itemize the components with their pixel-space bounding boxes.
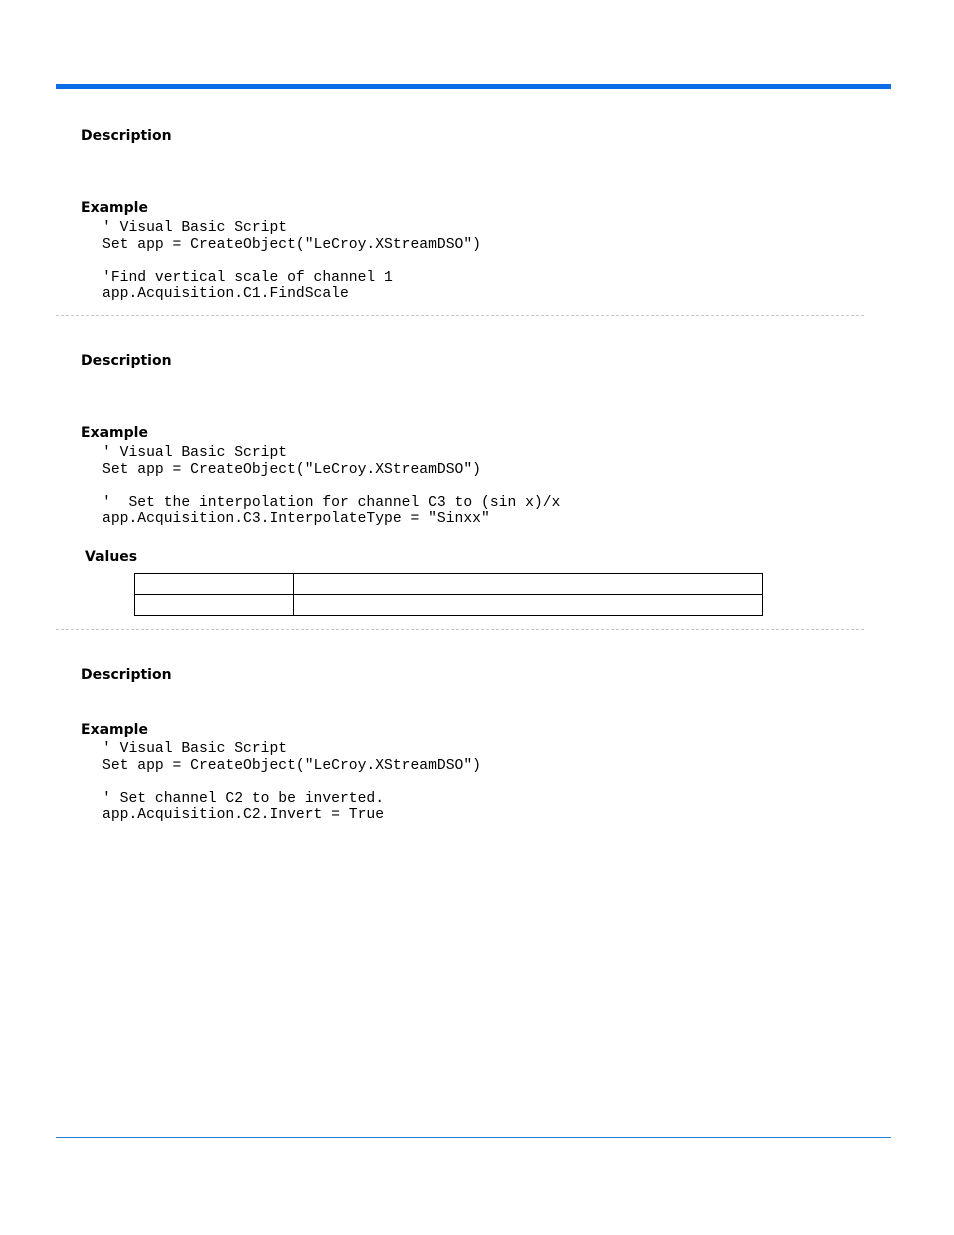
code-line: Set app = CreateObject("LeCroy.XStreamDSO") (102, 757, 481, 774)
code-line: ' Visual Basic Script (102, 445, 288, 461)
example-heading: Example (81, 200, 148, 216)
code-line: 'Find vertical scale of channel 1 (102, 269, 393, 286)
example-heading: Example (81, 722, 148, 738)
code-line: app.Acquisition.C1.FindScale (102, 286, 349, 302)
code-line: ' Set channel C2 to be inverted. (102, 790, 385, 807)
code-line (102, 478, 560, 495)
code-line: Set app = CreateObject("LeCroy.XStreamDSO") (102, 461, 481, 478)
footer-rule (56, 1137, 891, 1138)
values-heading: Values (85, 549, 138, 565)
section-divider (56, 315, 864, 316)
values-table (134, 573, 763, 616)
code-line: ' Set the interpolation for channel C3 to (sin x)/x (102, 494, 561, 511)
table-cell (294, 595, 763, 616)
code-line (102, 253, 481, 270)
description-heading: Description (81, 128, 172, 144)
code-line (102, 774, 481, 791)
code-line: app.Acquisition.C2.Invert = True (102, 807, 385, 823)
table-cell (135, 595, 294, 616)
code-line: Set app = CreateObject("LeCroy.XStreamDSO") (102, 236, 481, 253)
code-example (102, 445, 560, 528)
section-divider (56, 629, 864, 630)
description-heading: Description (81, 353, 172, 369)
description-heading: Description (81, 667, 172, 683)
table-cell (294, 574, 763, 595)
example-heading: Example (81, 425, 148, 441)
code-line: ' Visual Basic Script (102, 220, 288, 236)
table-cell (135, 574, 294, 595)
table-row (135, 574, 763, 595)
header-rule (56, 84, 891, 89)
code-line: app.Acquisition.C3.InterpolateType = "Sinxx" (102, 511, 490, 527)
code-example (102, 741, 481, 824)
table-row (135, 595, 763, 616)
code-example (102, 220, 481, 303)
code-line: ' Visual Basic Script (102, 741, 288, 757)
